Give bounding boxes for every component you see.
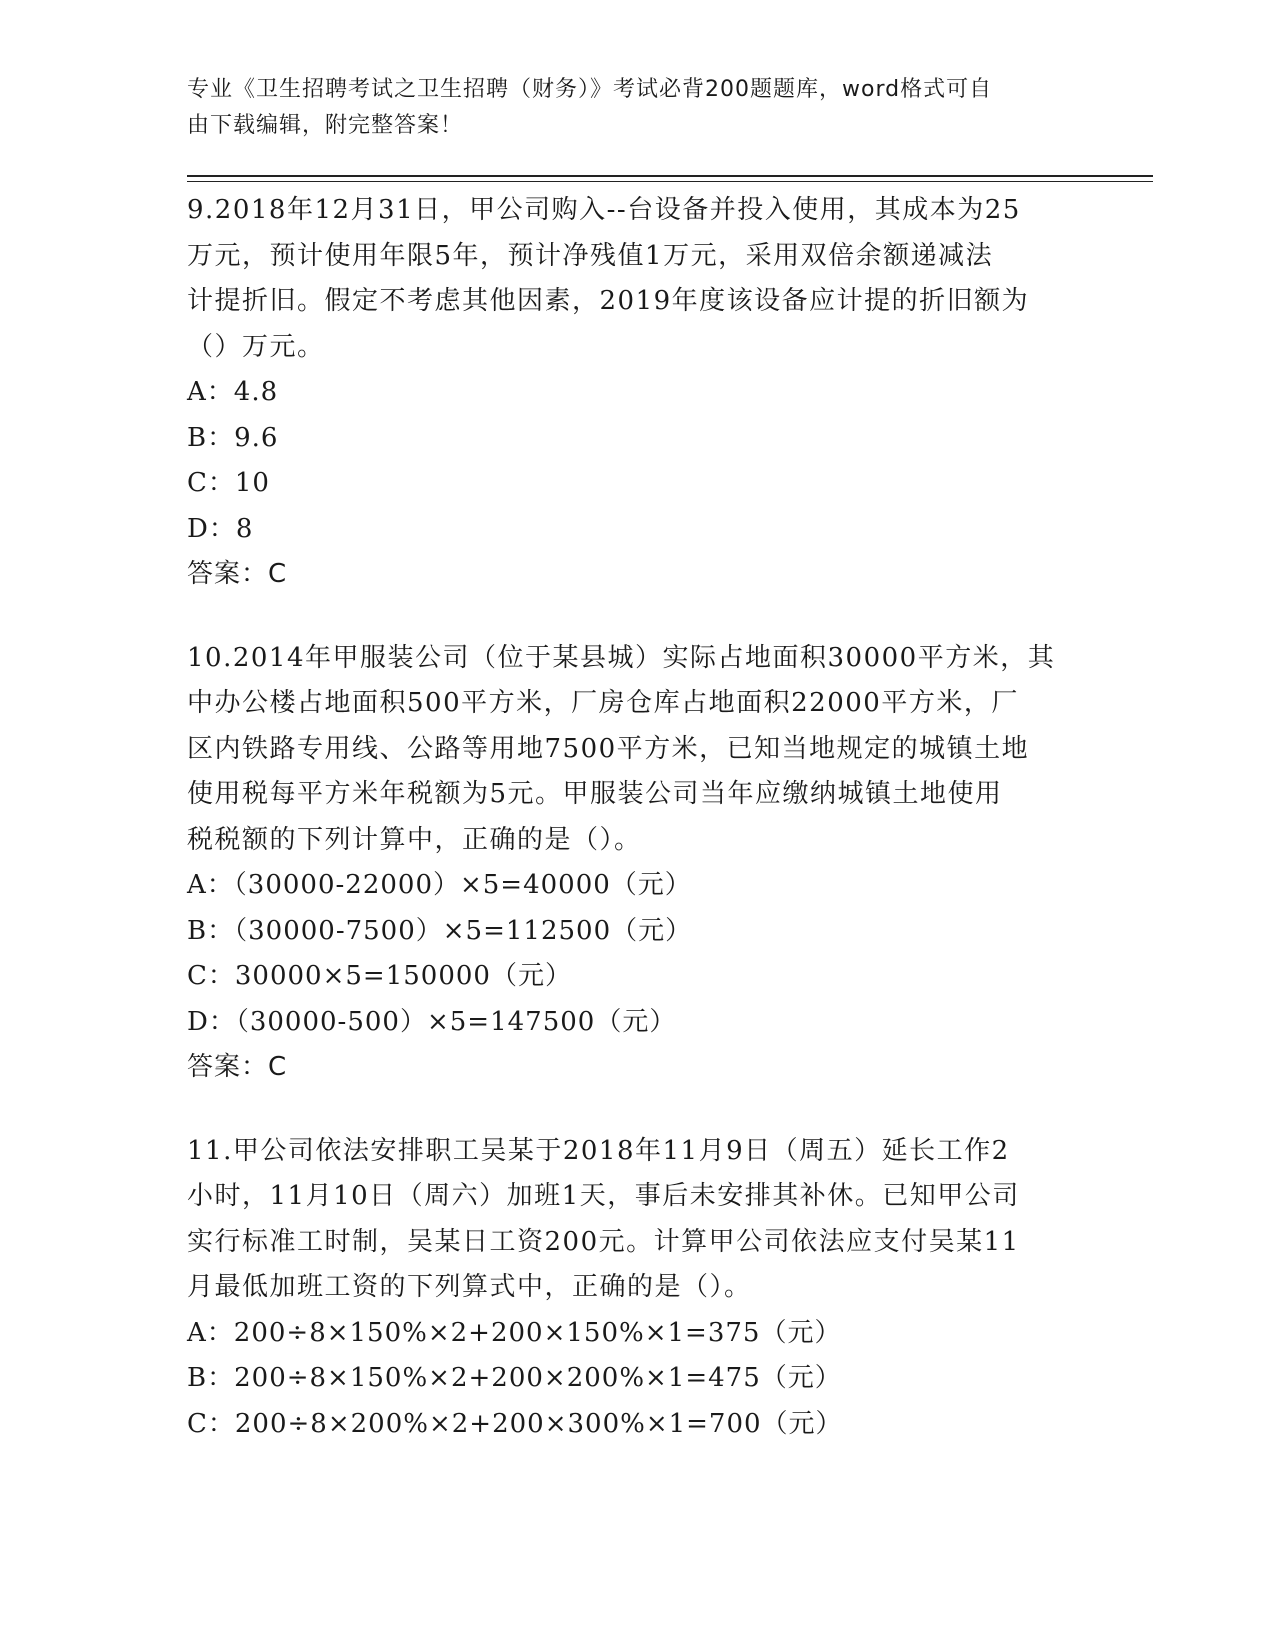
stem-line: 10.2014年甲服装公司（位于某县城）实际占地面积30000平方米，其 [187, 642, 1056, 673]
stem-line: 万元，预计使用年限5年，预计净残值1万元，采用双倍余额递减法 [187, 240, 994, 271]
stem-line: 实行标准工时制，吴某日工资200元。计算甲公司依法应支付吴某11 [187, 1226, 1020, 1257]
header-divider-thick [187, 175, 1153, 177]
question-11 [187, 1129, 1087, 1448]
option-a: A：200÷8×150%×2+200×150%×1=375（元） [187, 1317, 842, 1348]
option-a: A：（30000-22000）×5=40000（元） [187, 870, 692, 900]
option-b: B：9.6 [187, 422, 279, 453]
stem-line: 月最低加班工资的下列算式中，正确的是（）。 [187, 1272, 752, 1302]
option-a: A：4.8 [187, 377, 279, 407]
stem-line: 小时，11月10日（周六）加班1天，事后未安排其补休。已知甲公司 [187, 1181, 1020, 1211]
answer-line: 答案：C [187, 1052, 288, 1082]
stem-line: 区内铁路专用线、公路等用地7500平方米，已知当地规定的城镇土地 [187, 733, 1030, 764]
document-header [187, 72, 1067, 144]
stem-line: 使用税每平方米年税额为5元。甲服装公司当年应缴纳城镇土地使用 [187, 779, 1003, 809]
question-10 [187, 636, 1087, 1091]
option-c: C：30000×5=150000（元） [187, 961, 572, 991]
option-b: B：200÷8×150%×2+200×200%×1=475（元） [187, 1363, 842, 1393]
option-d: D：（30000-500）×5=147500（元） [187, 1006, 677, 1037]
option-b: B：（30000-7500）×5=112500（元） [187, 915, 693, 946]
option-d: D：8 [187, 513, 254, 544]
question-stem [187, 1129, 1087, 1311]
stem-line: 11.甲公司依法安排职工吴某于2018年11月9日（周五）延长工作2 [187, 1135, 1010, 1166]
header-divider-thin [187, 181, 1153, 182]
header-line-1: 专业《卫生招聘考试之卫生招聘（财务）》考试必背200题题库，word格式可自 [187, 77, 993, 102]
question-stem [187, 636, 1087, 864]
stem-line: （）万元。 [187, 331, 325, 362]
stem-line: 中办公楼占地面积500平方米，厂房仓库占地面积22000平方米，厂 [187, 688, 1019, 718]
stem-line: 计提折旧。假定不考虑其他因素，2019年度该设备应计提的折旧额为 [187, 286, 1030, 316]
answer-line: 答案：C [187, 559, 288, 589]
option-c: C：10 [187, 468, 270, 498]
header-line-2: 由下载编辑，附完整答案！ [187, 113, 464, 138]
stem-line: 税税额的下列计算中，正确的是（）。 [187, 824, 642, 855]
question-9 [187, 188, 1087, 598]
question-list [187, 188, 1087, 1485]
option-c: C：200÷8×200%×2+200×300%×1=700（元） [187, 1408, 843, 1439]
question-stem [187, 188, 1087, 370]
stem-line: 9.2018年12月31日，甲公司购入--台设备并投入使用，其成本为25 [187, 195, 1021, 225]
